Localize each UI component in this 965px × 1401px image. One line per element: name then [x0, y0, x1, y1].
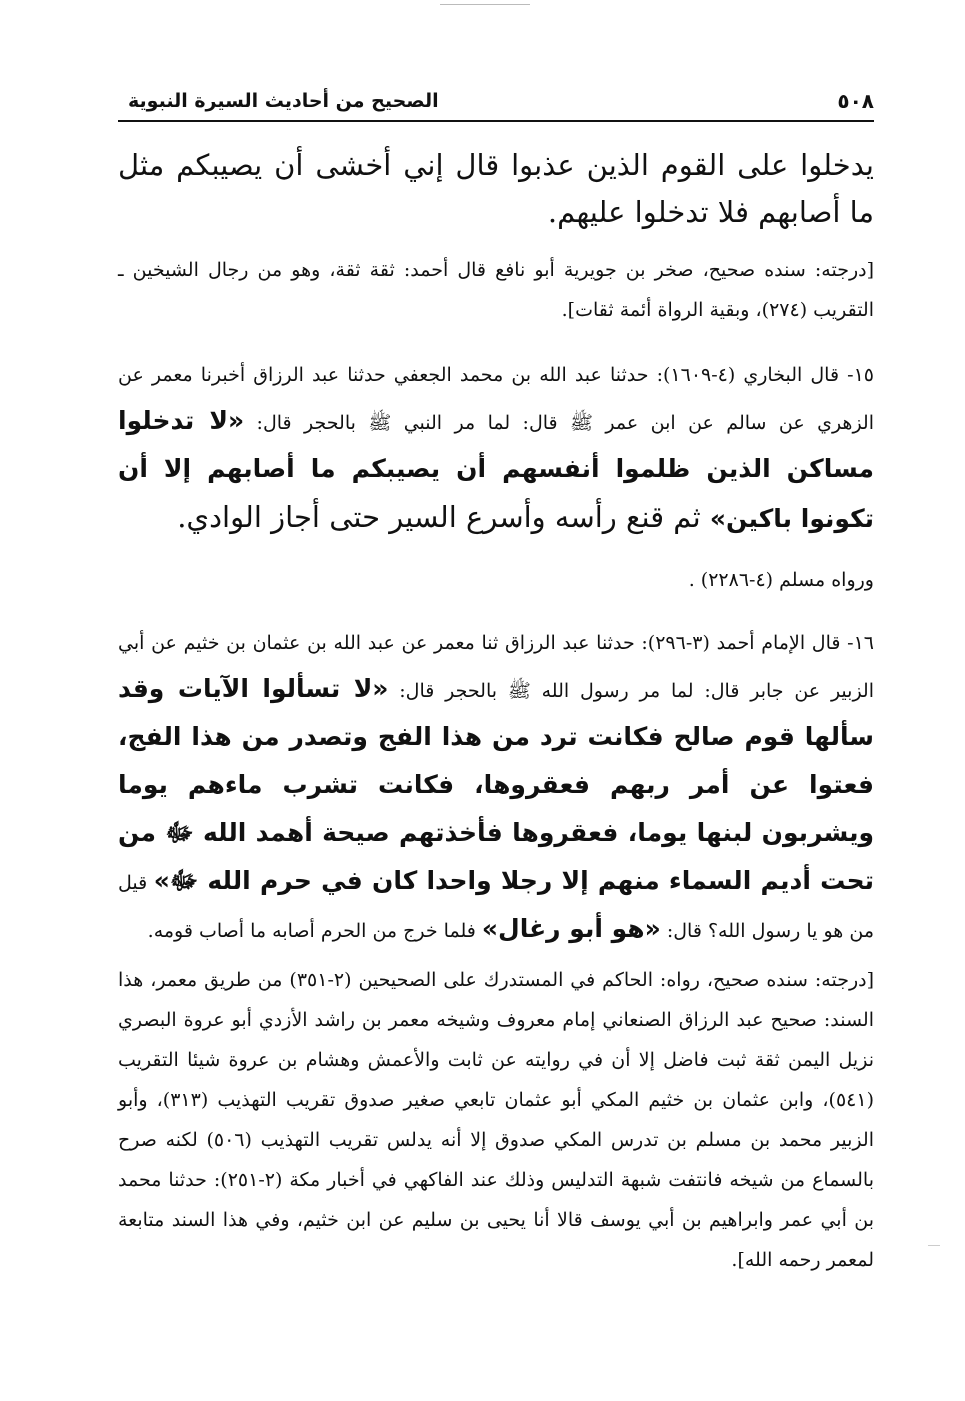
book-title: الصحيح من أحاديث السيرة النبوية [122, 86, 449, 116]
grading-note-1: [درجته: سنده صحيح، صخر بن جويرية أبو نافع قال أحمد: ثقة ثقة، وهو من رجال الشيخين ـ التقريب (٢٧٤)، وبقية الرواة أئمة ثقات]. [118, 259, 874, 321]
hadith-15-outro: ثم قنع رأسه وأسرع السير حتى أجاز الوادي. [177, 500, 710, 534]
hadith-16-quote-2: «هو أبو رغال» [481, 914, 661, 943]
grading-note-2: [درجته: سنده صحيح، رواه: الحاكم في المستدرك على الصحيحين (٢-٣٥١) من طريق معمر، هذا السند: صحيح عبد الرزاق الصنعاني إمام معروف وشيخه معمر بن راشد الأزدي أبو عروة البصري نزيل اليمن ثقة ثبت فاضل إلا أن في روايته عن ثابت والأعمش وهشام بن عروة شيئا التقريب (٥٤١)، وابن عثمان بن خثيم المكي أبو عثمان تابعي صغير صدوق تقريب التهذيب (٣١٣)، وأبو الزبير محمد بن مسلم بن تدرس المكي صدوق إلا أنه يدلس تقريب التهذيب (٥٠٦) لكنه صرح بالسماع من شيخه فانتفت شبهة التدليس وذلك عند الفاكهي في أخبار مكة (٢-٢٥١): حدثنا محمد بن أبي عمر وابراهيم بن أبي يوسف قالا أنا يحيى بن سليم عن ابن خثيم، وفي هذا السند متابعة لمعمر رحمه الله]. [118, 969, 874, 1271]
hadith-15-quote: «لا تدخلوا مساكن الذين ظلموا أنفسهم أن يصيبكم ما أصابهم إلا أن تكونوا باكين» [118, 406, 874, 533]
scan-margin-mark [928, 1245, 940, 1246]
header-rule [118, 120, 874, 122]
top-scan-rule [440, 4, 530, 5]
muslim-reference: ورواه مسلم (٤-٢٢٨٦) . [688, 569, 874, 591]
hadith-16-mid: قيل من هو يا رسول الله؟ قال: [118, 872, 874, 942]
hadith-16-outro: فلما خرج من الحرم أصابه ما أصاب قومه. [147, 920, 482, 942]
running-header [118, 86, 874, 122]
hadith-16-quote: «لا تسألوا الآيات وقد سألها قوم صالح فكانت ترد من هذا الفج وتصدر من هذا الفج، فعتوا عن أمر ربهم فعقروها، فكانت تشرب ماءهم يوما ويشربون لبنها يوما، فعقروها فأخذتهم صيحة أهمد الله ﷻ من تحت أديم السماء منهم إلا رجلا واحدا كان في حرم الله ﷻ» [118, 674, 874, 895]
paragraph-continuation: يدخلوا على القوم الذين عذبوا قال إني أخشى أن يصيبكم مثل ما أصابهم فلا تدخلوا عليهم. [118, 148, 874, 229]
hadith-16 [118, 620, 874, 954]
page-number: ٥٠٨ [827, 86, 874, 116]
hadith-16-intro: ١٦- قال الإمام أحمد (٣-٢٩٦): حدثنا عبد الرزاق ثنا معمر عن عبد الله بن عثمان بن خثيم عن أبي الزبير عن جابر قال: لما مر رسول الله ﷺ بالحجر قال: [118, 632, 874, 702]
hadith-15 [118, 352, 874, 544]
hadith-15-intro: ١٥- قال البخاري (٤-١٦٠٩): حدثنا عبد الله بن محمد الجعفي حدثنا عبد الرزاق أخبرنا معمر عن الزهري عن سالم عن ابن عمر ﷺ قال: لما مر النبي ﷺ بالحجر قال: [118, 364, 874, 434]
